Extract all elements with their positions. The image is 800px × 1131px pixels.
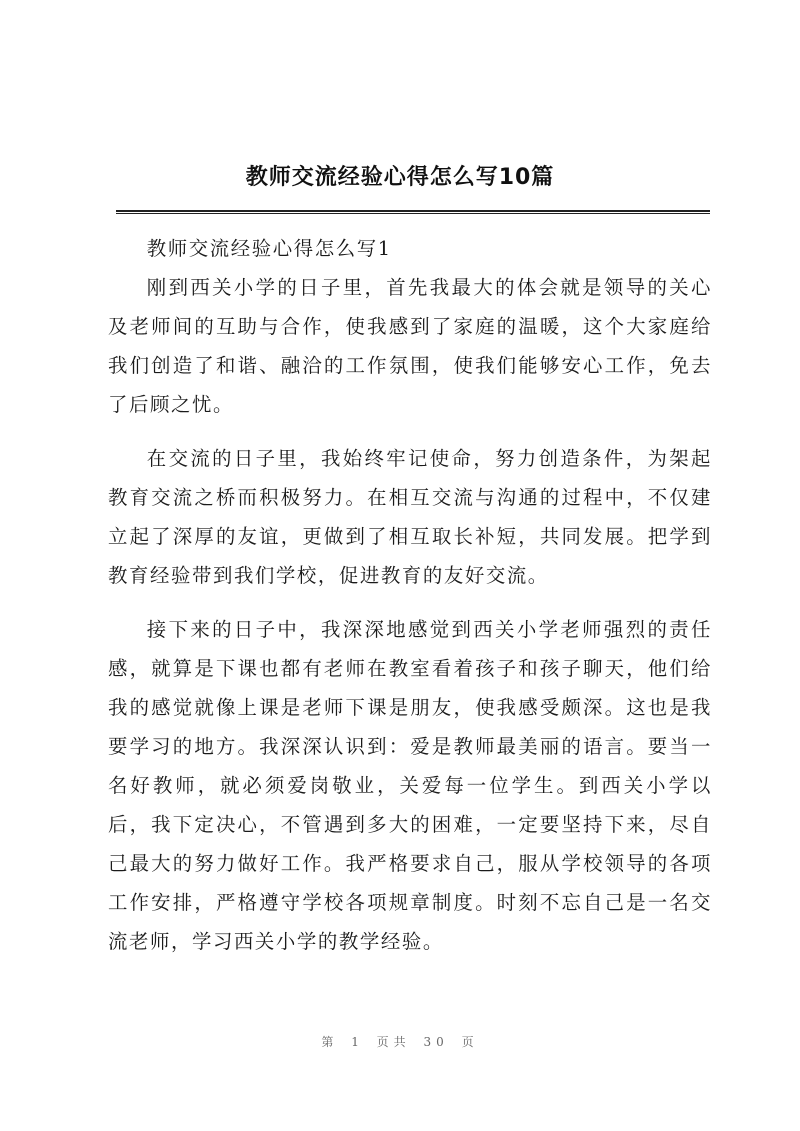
document-title: 教师交流经验心得怎么写10篇 bbox=[245, 165, 555, 190]
footer-prefix: 第 bbox=[321, 1035, 339, 1049]
footer-suffix: 页 bbox=[461, 1035, 479, 1049]
paragraph-1: 刚到西关小学的日子里，首先我最大的体会就是领导的关心及老师间的互助与合作，使我感到了家庭的温暖，这个大家庭给我们创造了和谐、融洽的工作氛围，使我们能够安心工作，免去了后顾之忧。 bbox=[108, 276, 712, 416]
paragraph-2: 在交流的日子里，我始终牢记使命，努力创造条件，为架起教育交流之桥而积极努力。在相互交流与沟通的过程中，不仅建立起了深厚的友谊，更做到了相互取长补短，共同发展。把学到教育经验带到我们学校，促进教育的友好交流。 bbox=[108, 447, 712, 587]
footer-total-pages: 30 bbox=[423, 1035, 449, 1049]
footer-middle: 页共 bbox=[376, 1035, 411, 1049]
document-body bbox=[108, 229, 712, 961]
page-footer bbox=[0, 1033, 800, 1050]
title-divider bbox=[116, 210, 710, 214]
paragraph-3: 接下来的日子中，我深深地感觉到西关小学老师强烈的责任感，就算是下课也都有老师在教室看着孩子和孩子聊天，他们给我的感觉就像上课是老师下课是朋友，使我感受颇深。这也是我要学习的地方。我深深认识到：爱是教师最美丽的语言。要当一名好教师，就必须爱岗敬业，关爱每一位学生。到西关小学以后，我下定决心，不管遇到多大的困难，一定要坚持下来，尽自己最大的努力做好工作。我严格要求自己，服从学校领导的各项工作安排，严格遵守学校各项规章制度。时刻不忘自己是一名交流老师，学习西关小学的教学经验。 bbox=[108, 618, 712, 953]
section-heading: 教师交流经验心得怎么写1 bbox=[146, 237, 392, 260]
footer-current-page: 1 bbox=[351, 1035, 364, 1049]
